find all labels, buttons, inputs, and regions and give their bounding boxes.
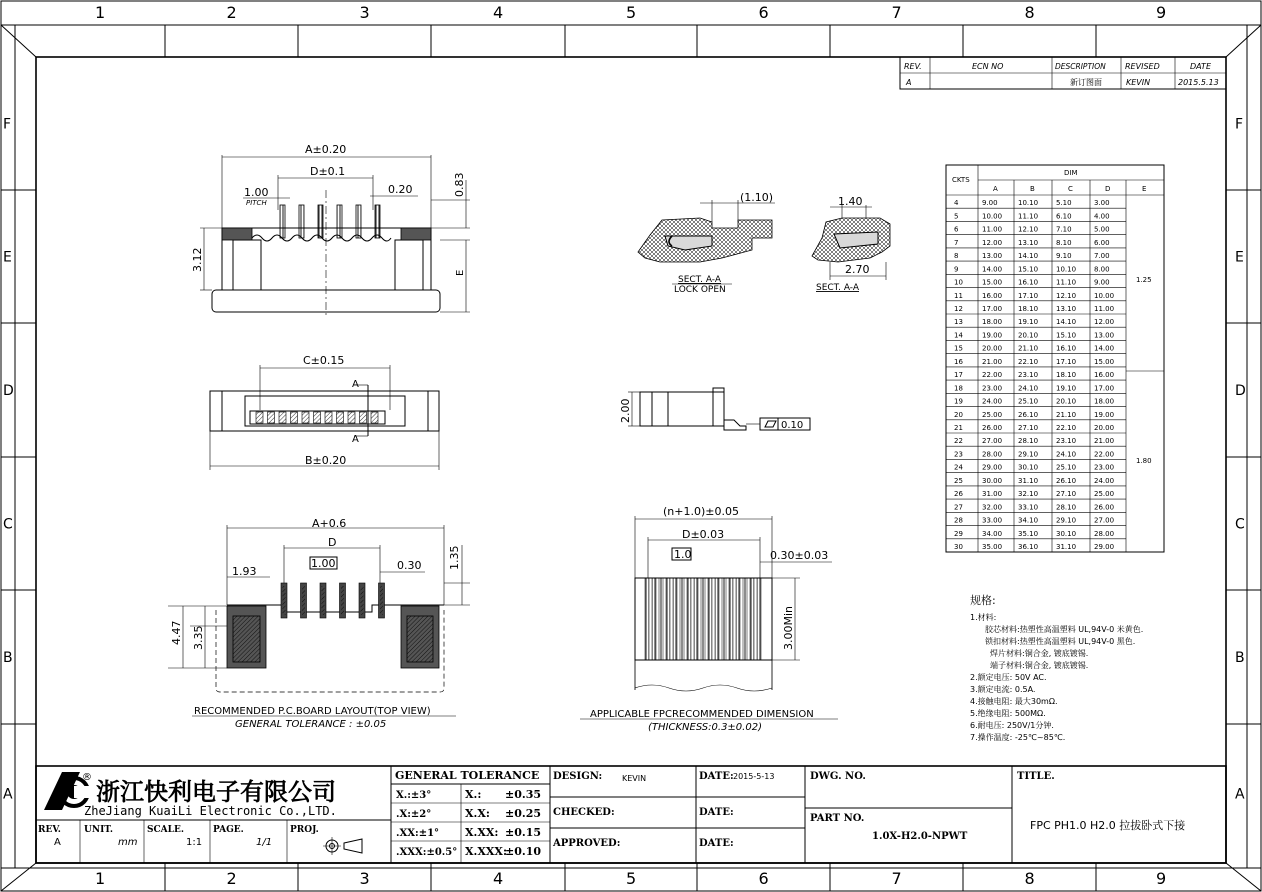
row-label: B	[3, 650, 13, 666]
spec-line: 5.绝缘电阻: 500MΩ.	[970, 709, 1046, 718]
table-cell: 26	[954, 490, 963, 499]
table-cell: 9.00	[1094, 278, 1110, 287]
pcb-dim-a06: A+0.6	[312, 517, 347, 530]
row-label: C	[3, 516, 13, 533]
column-label: 6	[758, 869, 769, 888]
dim-column-header: B	[1030, 185, 1035, 193]
tolerance-linear-value: ±0.15	[505, 826, 542, 839]
table-cell: 33.10	[1018, 503, 1039, 512]
date-value: 2015-5-13	[733, 772, 775, 781]
table-cell: 34.00	[982, 529, 1003, 538]
table-cell: 10.00	[982, 212, 1003, 221]
column-label: 6	[758, 3, 769, 22]
spec-line: 端子材料:铜合金, 镀底镀锡.	[990, 661, 1089, 670]
table-cell: 17.00	[982, 305, 1003, 313]
table-cell: 29.00	[1094, 543, 1115, 551]
tolerance-linear-value: ±0.10	[505, 845, 542, 858]
table-cell: 24.00	[982, 397, 1003, 406]
dim-column-header: D	[1105, 185, 1111, 193]
section-closed	[812, 195, 890, 293]
e-group-1: 1.25	[1136, 276, 1152, 284]
tolerance-angle: .X:±2°	[396, 809, 432, 820]
table-cell: 16.00	[982, 291, 1003, 300]
table-cell: 26.10	[1018, 410, 1039, 419]
table-cell: 32.00	[982, 503, 1003, 512]
dim-083: 0.83	[453, 172, 466, 197]
column-label: 2	[226, 3, 237, 22]
fpc-dimension	[580, 505, 838, 733]
table-cell: 21.00	[982, 357, 1003, 366]
tolerance-angle: .XXX:±0.5°	[396, 847, 458, 858]
closed-dim-140: 1.40	[838, 195, 863, 208]
table-cell: 24.10	[1018, 384, 1039, 393]
fpc-dim-030: 0.30±0.03	[770, 549, 829, 562]
column-label: 4	[493, 869, 504, 888]
spec-line: 焊片材料:铜合金, 镀底镀锡.	[990, 649, 1089, 658]
scale-value: 1:1	[186, 837, 203, 848]
table-cell: 17.00	[1094, 384, 1115, 393]
pcb-dim-135: 1.35	[448, 545, 461, 570]
column-labels	[95, 3, 1166, 888]
section-marker-bottom: A	[352, 434, 359, 445]
title-value: FPC PH1.0 H2.0 拉拔卧式下接	[1030, 819, 1186, 832]
proj-label: PROJ.	[290, 825, 319, 835]
table-cell: 10.10	[1056, 265, 1077, 274]
dim-a: A±0.20	[305, 143, 347, 156]
table-row	[954, 265, 1110, 273]
section-marker-top: A	[352, 379, 359, 390]
rev-label: REV.	[38, 825, 61, 835]
table-cell: 16	[954, 357, 963, 366]
dim-d: D±0.1	[310, 165, 346, 178]
spec-line: 2.额定电压: 50V AC.	[970, 673, 1047, 682]
table-cell: 30.00	[982, 476, 1003, 485]
table-cell: 13.10	[1056, 305, 1077, 313]
table-cell: 28	[954, 516, 963, 525]
projection-symbol-icon	[323, 837, 362, 855]
table-cell: 22.10	[1056, 424, 1077, 432]
fpc-dim-min: 3.00Min	[782, 605, 795, 650]
table-cell: 12.10	[1018, 225, 1039, 234]
dwg-no-label: DWG. NO.	[810, 771, 866, 782]
pcb-caption: RECOMMENDED P.C.BOARD LAYOUT(TOP VIEW)	[194, 706, 431, 717]
table-cell: 24.00	[1094, 476, 1115, 485]
table-cell: 14.00	[982, 265, 1003, 274]
table-cell: 21.10	[1018, 344, 1039, 353]
table-row	[954, 226, 1110, 234]
table-cell: 4	[954, 199, 959, 208]
description-header: DESCRIPTION	[1055, 62, 1106, 71]
table-cell: 22.00	[1094, 450, 1115, 459]
title-block	[36, 766, 1226, 863]
table-cell: 23.10	[1018, 371, 1039, 380]
dim-110: (1.10)	[740, 191, 774, 204]
pcb-pitch: 1.00	[311, 557, 336, 570]
dim-column-header: A	[993, 185, 998, 193]
row-label: D	[1235, 383, 1246, 399]
table-cell: 13.00	[1094, 331, 1115, 340]
table-cell: 15.10	[1018, 265, 1039, 274]
table-cell: 12	[954, 305, 963, 313]
table-cell: 9	[954, 265, 959, 274]
fpc-thickness: (THICKNESS:0.3±0.02)	[648, 722, 762, 733]
table-cell: 22.10	[1018, 357, 1039, 366]
fpc-dim-d: D±0.03	[682, 528, 725, 541]
pcb-layout	[168, 517, 470, 730]
column-label: 5	[626, 869, 637, 888]
description-value: 新订图面	[1070, 78, 1102, 87]
table-cell: 21	[954, 424, 963, 432]
table-cell: 15	[954, 344, 963, 353]
table-cell: 15.00	[1094, 357, 1115, 366]
table-cell: 10.00	[1094, 291, 1115, 300]
row-label: F	[3, 116, 12, 133]
table-cell: 25.10	[1018, 397, 1039, 406]
scale-label: SCALE.	[147, 825, 184, 835]
table-row	[954, 199, 1110, 207]
table-cell: 29.10	[1056, 516, 1077, 525]
table-row	[954, 252, 1110, 260]
pcb-dim-d: D	[328, 536, 337, 549]
table-cell: 6.00	[1094, 238, 1110, 247]
table-cell: 14.10	[1056, 318, 1077, 327]
table-cell: 13	[954, 318, 963, 327]
column-label: 8	[1024, 869, 1035, 888]
table-cell: 16.10	[1018, 278, 1039, 287]
column-label: 2	[226, 869, 237, 888]
date-header: DATE	[1190, 62, 1211, 71]
lock-open-caption-1: SECT. A-A	[678, 275, 722, 285]
pitch-label: PITCH	[246, 199, 267, 207]
section-lock-open	[638, 191, 775, 295]
spec-line: 锁扣材料:热塑性高温塑料 UL,94V-0 黑色.	[985, 637, 1136, 646]
table-cell: 16.10	[1056, 344, 1077, 353]
table-cell: 27.10	[1018, 424, 1039, 432]
column-label: 1	[95, 3, 106, 22]
table-cell: 14.00	[1094, 344, 1115, 353]
table-cell: 17.10	[1056, 357, 1077, 366]
table-cell: 5.00	[1094, 225, 1110, 234]
pcb-dim-030: 0.30	[397, 559, 422, 572]
table-cell: 28.10	[1056, 503, 1077, 512]
side-height: 2.00	[619, 398, 632, 423]
revised-header: REVISED	[1125, 62, 1160, 71]
table-cell: 11	[954, 291, 963, 300]
table-cell: 13.00	[982, 252, 1003, 261]
table-cell: 9.00	[982, 199, 998, 208]
table-cell: 27	[954, 503, 963, 512]
table-cell: 22	[954, 437, 963, 446]
lock-open-caption-2: LOCK OPEN	[674, 285, 726, 295]
table-cell: 7	[954, 238, 959, 247]
date-value: 2015.5.13	[1178, 78, 1219, 87]
table-cell: 17	[954, 371, 963, 380]
ckts-header: CKTS	[952, 176, 970, 184]
table-cell: 5	[954, 212, 959, 221]
row-label: E	[3, 249, 12, 266]
dim-312: 3.12	[191, 247, 204, 272]
table-cell: 28.00	[1094, 529, 1115, 538]
table-cell: 31.10	[1056, 543, 1077, 551]
rev-header: REV.	[904, 62, 922, 71]
pcb-tolerance: GENERAL TOLERANCE : ±0.05	[235, 719, 387, 730]
table-cell: 8.00	[1094, 265, 1110, 274]
table-cell: 11.00	[982, 225, 1003, 234]
spec-line: 7.操作温度: -25℃~85℃.	[970, 733, 1066, 742]
unit-value: mm	[118, 837, 138, 848]
table-cell: 24	[954, 463, 963, 472]
table-cell: 12.10	[1056, 291, 1077, 300]
table-cell: 7.00	[1094, 252, 1110, 261]
rev-value: A	[906, 78, 912, 87]
tolerance-linear-label: X.XXX:	[465, 845, 508, 858]
row-label: B	[1235, 650, 1245, 666]
page-value: 1/1	[256, 837, 273, 848]
column-label: 8	[1024, 3, 1035, 22]
table-cell: 26.00	[982, 424, 1003, 432]
table-cell: 25	[954, 476, 963, 485]
table-cell: 19.10	[1018, 318, 1039, 327]
design-value: KEVIN	[622, 774, 647, 783]
table-cell: 30	[954, 543, 963, 551]
part-no-value: 1.0X-H2.0-NPWT	[872, 831, 968, 842]
table-cell: 24.10	[1056, 450, 1077, 459]
table-cell: 27.00	[1094, 516, 1115, 525]
table-cell: 26.10	[1056, 476, 1077, 485]
row-label: D	[3, 383, 14, 399]
fpc-caption: APPLICABLE FPCRECOMMENDED DIMENSION	[590, 709, 814, 720]
table-cell: 35.00	[982, 543, 1003, 551]
table-cell: 17.10	[1018, 291, 1039, 300]
dim-column-header: C	[1068, 185, 1073, 193]
table-cell: 6	[954, 225, 959, 234]
table-cell: 34.10	[1018, 516, 1039, 525]
title-label: TITLE.	[1017, 771, 1055, 782]
general-tolerance-label: GENERAL TOLERANCE	[395, 769, 540, 782]
table-cell: 16.00	[1094, 371, 1115, 380]
tolerance-linear-label: X.:	[465, 788, 482, 801]
table-cell: 20	[954, 410, 963, 419]
column-label: 3	[359, 3, 370, 22]
table-cell: 13.10	[1018, 238, 1039, 247]
table-row	[954, 212, 1110, 220]
table-cell: 28.00	[982, 450, 1003, 459]
pitch-dim: 1.00	[244, 186, 269, 199]
design-label: DESIGN:	[553, 771, 603, 782]
table-cell: 28.10	[1018, 437, 1039, 446]
table-cell: 20.00	[1094, 424, 1115, 432]
date-label-3: DATE:	[699, 838, 734, 849]
column-label: 9	[1156, 3, 1167, 22]
top-view	[191, 143, 470, 318]
table-cell: 31.00	[982, 490, 1003, 499]
table-cell: 25.00	[1094, 490, 1115, 499]
table-cell: 3.00	[1094, 199, 1110, 208]
table-cell: 20.00	[982, 344, 1003, 353]
column-label: 7	[891, 3, 902, 22]
table-cell: 21.10	[1056, 410, 1077, 419]
column-label: 9	[1156, 869, 1167, 888]
table-cell: 18.00	[982, 318, 1003, 327]
tolerance-angle: .XX:±1°	[396, 828, 440, 839]
table-cell: 18	[954, 384, 963, 393]
table-cell: 30.10	[1018, 463, 1039, 472]
column-label: 3	[359, 869, 370, 888]
table-cell: 23.10	[1056, 437, 1077, 446]
tolerance-linear-label: X.X:	[465, 807, 490, 820]
table-cell: 23.00	[982, 384, 1003, 393]
specs-title: 规格:	[970, 594, 996, 607]
pcb-dim-447: 4.47	[170, 620, 183, 645]
table-cell: 14.10	[1018, 252, 1039, 261]
table-cell: 25.00	[982, 410, 1003, 419]
table-cell: 36.10	[1018, 543, 1039, 551]
row-label: E	[1235, 249, 1244, 266]
dim-c: C±0.15	[303, 354, 345, 367]
table-cell: 32.10	[1018, 490, 1039, 499]
table-cell: 10	[954, 278, 963, 287]
table-cell: 29.00	[982, 463, 1003, 472]
table-cell: 8.10	[1056, 238, 1072, 247]
tolerance-linear-value: ±0.35	[505, 788, 542, 801]
row-label: A	[3, 786, 13, 803]
table-cell: 20.10	[1018, 331, 1039, 340]
row-label: F	[1235, 116, 1244, 133]
spec-line: 胶芯材料:热塑性高温塑料 UL,94V-0 米黄色.	[985, 625, 1144, 634]
table-cell: 11.10	[1018, 212, 1039, 221]
company-name-cn: 浙江快利电子有限公司	[96, 778, 336, 806]
closed-dim-270: 2.70	[845, 263, 870, 276]
spec-line: 3.额定电流: 0.5A.	[970, 685, 1036, 694]
part-no-label: PART NO.	[810, 813, 865, 824]
table-cell: 29.10	[1018, 450, 1039, 459]
table-cell: 8	[954, 252, 959, 261]
column-label: 7	[891, 869, 902, 888]
table-cell: 5.10	[1056, 199, 1072, 208]
dimension-table	[946, 165, 1164, 552]
table-cell: 30.10	[1056, 529, 1077, 538]
table-cell: 19.00	[1094, 410, 1115, 419]
table-cell: 19.00	[982, 331, 1003, 340]
svg-text:®: ®	[82, 772, 92, 783]
pcb-dim-193: 1.93	[232, 565, 257, 578]
table-cell: 19	[954, 397, 963, 406]
tolerance-linear-value: ±0.25	[505, 807, 542, 820]
table-cell: 33.00	[982, 516, 1003, 525]
company-name-en: ZheJiang KuaiLi Electronic Co.,LTD.	[84, 804, 337, 818]
table-cell: 4.00	[1094, 212, 1110, 221]
table-cell: 12.00	[982, 238, 1003, 247]
tolerance-linear-label: X.XX:	[465, 826, 499, 839]
dim-header: DIM	[1064, 169, 1078, 177]
table-cell: 22.00	[982, 371, 1003, 380]
page-label: PAGE.	[213, 825, 244, 835]
closed-caption: SECT. A-A	[816, 283, 860, 293]
table-cell: 11.00	[1094, 305, 1115, 313]
column-label: 4	[493, 3, 504, 22]
side-view	[619, 388, 810, 431]
table-cell: 6.10	[1056, 212, 1072, 221]
flatness-value: 0.10	[781, 420, 804, 431]
revision-table	[900, 57, 1226, 89]
table-cell: 10.10	[1018, 199, 1039, 208]
table-cell: 14	[954, 331, 963, 340]
spec-line: 1.材料:	[970, 613, 997, 622]
date-label-1: DATE:	[699, 771, 734, 782]
fpc-dim-n: (n+1.0)±0.05	[663, 505, 739, 518]
dim-b: B±0.20	[305, 454, 347, 467]
table-cell: 19.10	[1056, 384, 1077, 393]
spec-line: 4.接触电阻: 最大30mΩ.	[970, 697, 1058, 706]
unit-label: UNIT.	[84, 825, 113, 835]
table-row	[954, 279, 1110, 287]
table-cell: 21.00	[1094, 437, 1115, 446]
table-cell: 20.10	[1056, 397, 1077, 406]
row-label: A	[1235, 786, 1245, 803]
front-view	[210, 354, 439, 470]
column-label: 1	[95, 869, 106, 888]
table-cell: 9.10	[1056, 252, 1072, 261]
table-cell: 18.00	[1094, 397, 1115, 406]
revised-value: KEVIN	[1126, 78, 1151, 87]
ecn-header: ECN NO	[972, 62, 1004, 71]
table-cell: 25.10	[1056, 463, 1077, 472]
table-cell: 35.10	[1018, 529, 1039, 538]
tolerance-angle: X.:±3°	[396, 790, 432, 801]
approved-label: APPROVED:	[553, 838, 621, 849]
table-cell: 27.10	[1056, 490, 1077, 499]
dim-020: 0.20	[388, 183, 413, 196]
table-cell: 27.00	[982, 437, 1003, 446]
table-cell: 7.10	[1056, 225, 1072, 234]
table-cell: 23	[954, 450, 963, 459]
column-label: 5	[626, 3, 637, 22]
checked-label: CHECKED:	[553, 807, 615, 818]
specifications	[970, 593, 1143, 742]
dim-column-header: E	[1142, 185, 1147, 193]
e-group-2: 1.80	[1136, 457, 1152, 465]
table-cell: 31.10	[1018, 476, 1039, 485]
table-cell: 15.00	[982, 278, 1003, 287]
row-label: C	[1235, 516, 1245, 533]
table-cell: 11.10	[1056, 278, 1077, 287]
fpc-pitch: 1.0	[674, 548, 692, 561]
table-cell: 23.00	[1094, 463, 1115, 472]
table-row	[954, 239, 1110, 247]
table-cell: 12.00	[1094, 318, 1115, 327]
dim-e: E	[455, 269, 466, 276]
rev-value-tb: A	[54, 837, 61, 848]
table-cell: 18.10	[1018, 305, 1039, 313]
table-cell: 18.10	[1056, 371, 1077, 380]
table-cell: 15.10	[1056, 331, 1077, 340]
date-label-2: DATE:	[699, 807, 734, 818]
table-cell: 29	[954, 529, 963, 538]
table-cell: 26.00	[1094, 503, 1115, 512]
spec-line: 6.耐电压: 250V/1分钟.	[970, 721, 1054, 730]
pcb-dim-335: 3.35	[192, 625, 205, 650]
